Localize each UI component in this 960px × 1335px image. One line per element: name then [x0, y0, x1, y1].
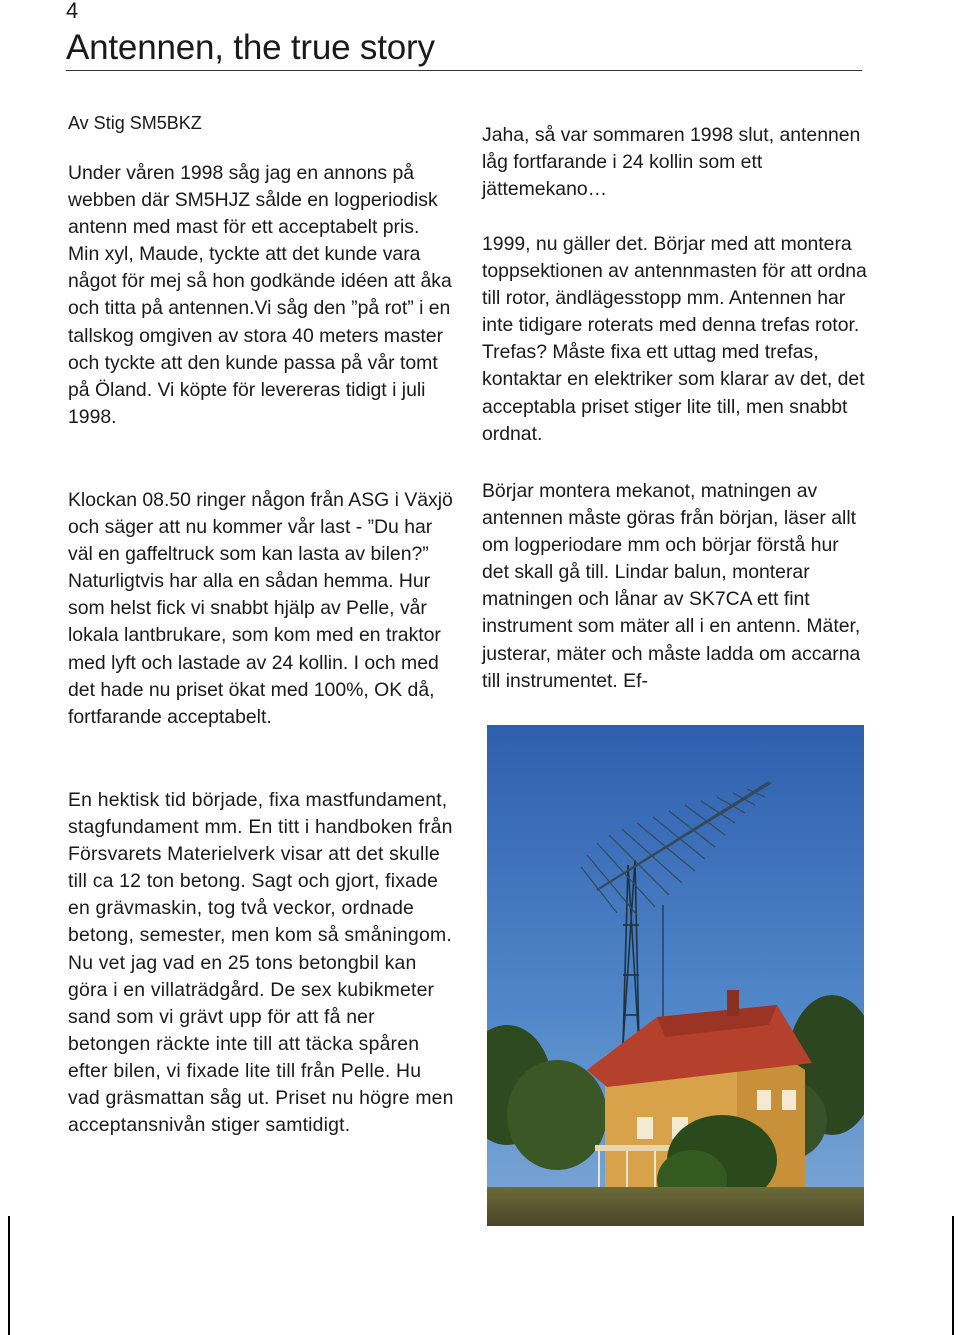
- paragraph-4: Jaha, så var sommaren 1998 slut, antennen låg fortfarande i 24 kollin som ett jättemekano…: [482, 124, 861, 201]
- paragraph-6: Börjar montera mekanot, matningen av antennen måste göras från början, läser allt om logperiodare mm och börjar förstå hur det skall gå till. Lindar balun, monterar matningen och lånar av SK7CA ett fint instrument som mäter all i en antenn. Mäter, justerar, mäter och måste ladda om accarna till instrumentet. Ef-: [482, 480, 861, 692]
- paragraph-2: Klockan 08.50 ringer någon från ASG i Växjö och säger att nu kommer vår last - ”Du har väl en gaffeltruck som kan lasta av bilen?” Naturligtvis har alla en sådan hemma. Hur som helst fick vi snabbt hjälp av Pelle, vår lokala lantbrukare, som kom med en traktor med lyft och lastade av 24 kollin. I och med det hade nu priset ökat med 100%, OK då, fortfarande acceptabelt.: [68, 489, 453, 728]
- byline: Av Stig SM5BKZ: [68, 113, 202, 133]
- paragraph-5: 1999, nu gäller det. Börjar med att montera toppsektionen av antennmasten för att ordna till rotor, ändlägesstopp mm. Antennen har inte tidigare roterats med denna trefas rotor. Trefas? Måste fixa ett uttag med trefas, kontaktar en elektriker som klarar av det, det acceptabla priset stiger lite till, men snabbt ordnat.: [482, 233, 867, 445]
- lawn: [487, 1187, 864, 1226]
- paragraph-3: En hektisk tid började, fixa mastfundament, stagfundament mm. En titt i handboken från Försvarets Materielverk visar att det skulle till ca 12 ton betong. Sagt och gjort, fixade en grävmaskin, tog två veckor, ordnade betong, semester, men kom så småningom. Nu vet jag vad en 25 tons betongbil kan göra i en villaträdgård. De sex kubikmeter sand som vi grävt upp för att få ner betongen räckte inte till att täcka spåren efter bilen, vi fixade lite till från Pelle. Hu vad gräsmattan såg ut. Priset nu högre men acceptansnivån stiger samtidigt.: [68, 789, 454, 1137]
- paragraph-1: Under våren 1998 såg jag en annons på webben där SM5HJZ sålde en logperiodisk antenn med mast för ett acceptabelt pris. Min xyl, Maude, tyckte att det kunde vara något för mej så hon godkände idéen att åka och titta på antennen.Vi såg den ”på rot” i en tallskog omgiven av stora 40 meters master och tyckte att den kunde passa på vår tomt på Öland. Vi köpte för levereras tidigt i juli 1998.: [68, 162, 452, 428]
- antenna-house-photo: [487, 725, 864, 1226]
- margin-crop-mark-left: [8, 1216, 10, 1335]
- title-rule: [66, 70, 862, 71]
- article-title: Antennen, the true story: [66, 28, 435, 67]
- page-number: 4: [66, 0, 79, 23]
- margin-crop-mark-right: [952, 1216, 954, 1335]
